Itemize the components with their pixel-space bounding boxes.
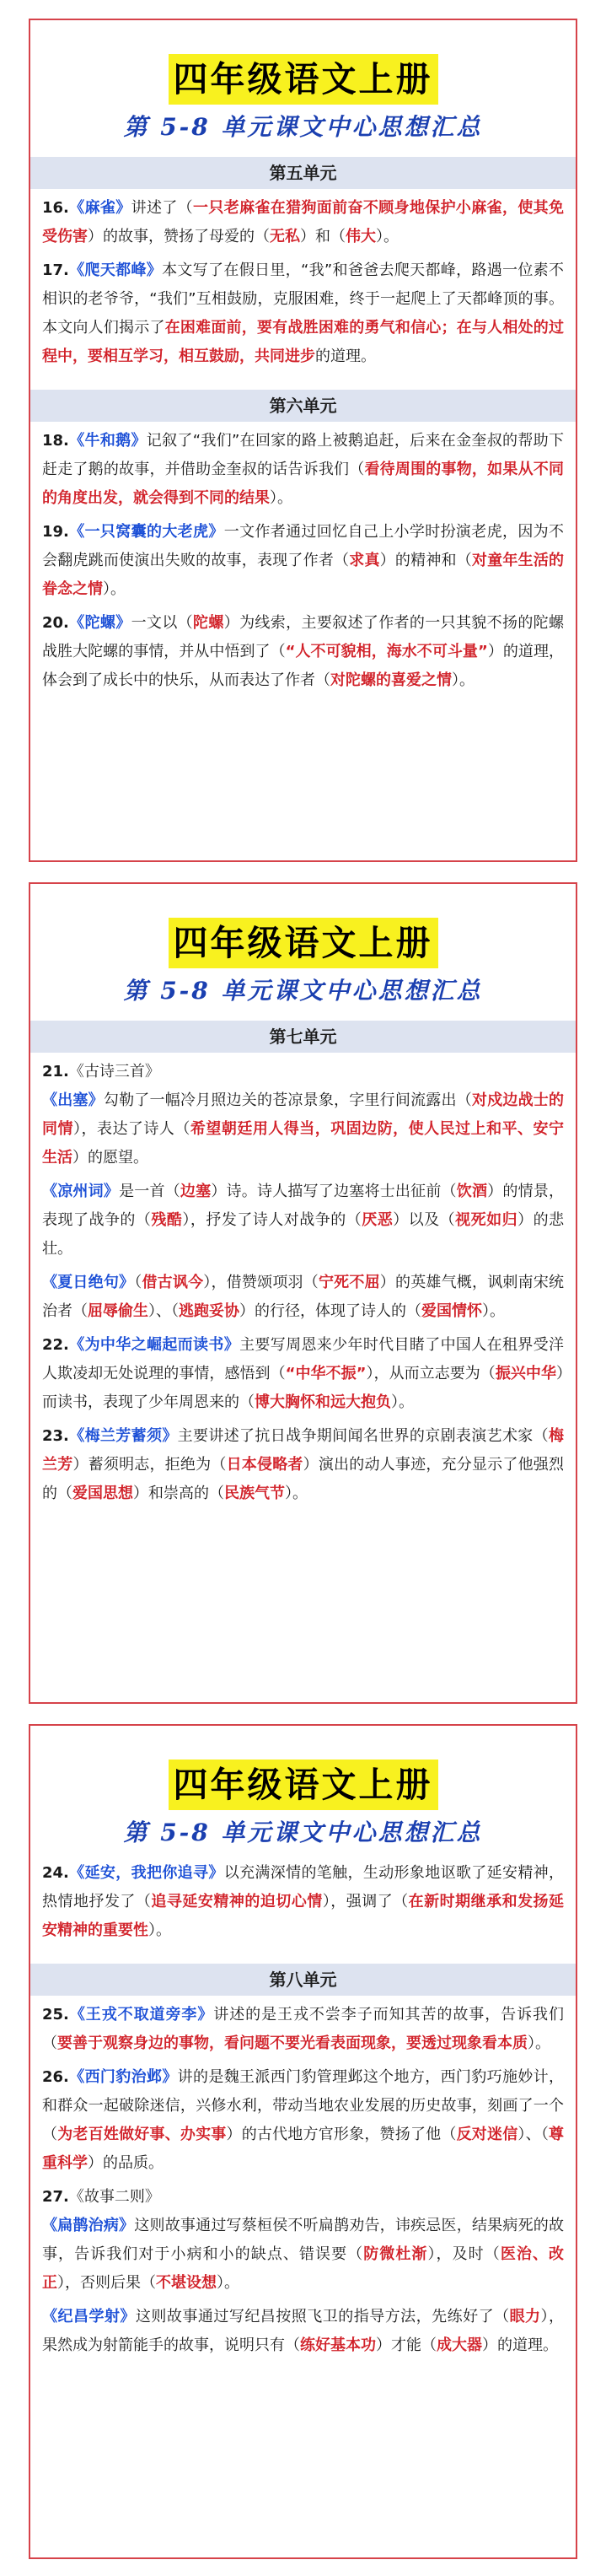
item-17: 17.《爬天都峰》本文写了在假日里，“我”和爸爸去爬天都峰，路遇一位素不相识的老爷爷，“我们”互相鼓励，克服困难，终于一起爬上了天都峰顶的事。本文向人们揭示了在困难面前，要有战胜困难的勇气和信心；在与人相处的过程中，要相互学习，相互鼓励，共同进步的道理。	[42, 261, 565, 365]
page-card-1	[29, 19, 577, 862]
page-header	[42, 1726, 564, 1851]
page-title: 四年级语文上册	[169, 1760, 438, 1810]
item-23: 23.《梅兰芳蓄须》主要讲述了抗日战争期间闻名世界的京剧表演艺术家（梅兰芳）蓄须明志，拒绝为（日本侵略者）演出的动人事迹，充分显示了他强烈的（爱国思想）和崇高的（民族气节）。	[42, 1427, 565, 1502]
unit-heading-6: 第六单元	[30, 390, 576, 422]
item-22: 22.《为中华之崛起而读书》主要写周恩来少年时代目睹了中国人在租界受洋人欺凌却无处说理的事情，感悟到（“中华不振”），从而立志要为（振兴中华）而读书，表现了少年周恩来的（博大胸怀和远大抱负）。	[42, 1336, 565, 1411]
unit-heading-8: 第八单元	[30, 1964, 576, 1996]
item-21-heading: 21.《古诗三首》	[42, 1063, 160, 1081]
unit-heading-7: 第七单元	[30, 1021, 576, 1053]
item-26: 26.《西门豹治邺》讲的是魏王派西门豹管理邺这个地方，西门豹巧施妙计，和群众一起破除迷信，兴修水利，带动当地农业发展的历史故事，刻画了一个（为老百姓做好事、办实事）的古代地方官形象，赞扬了他（反对迷信）、（尊重科学）的品质。	[42, 2068, 565, 2172]
item-21-poem-chusai: 《出塞》勾勒了一幅冷月照边关的苍凉景象，字里行间流露出（对戍边战士的同情），表达了诗人（希望朝廷用人得当，巩固边防，使人民过上和平、安宁生活）的愿望。	[42, 1091, 565, 1167]
unit-heading-5: 第五单元	[30, 157, 576, 189]
page-header	[42, 20, 564, 145]
item-21-poem-xiarijueju: 《夏日绝句》（借古讽今），借赞颂项羽（宁死不屈）的英雄气概，讽刺南宋统治者（屈辱偷生）、（逃跑妥协）的行径，体现了诗人的（爱国情怀）。	[42, 1274, 565, 1320]
page-title: 四年级语文上册	[169, 54, 438, 105]
item-20: 20.《陀螺》一文以（陀螺）为线索，主要叙述了作者的一只其貌不扬的陀螺战胜大陀螺的事情，并从中悟到了（“人不可貌相，海水不可斗量”）的道理，体会到了成长中的快乐，从而表达了作者（对陀螺的喜爱之情）。	[42, 614, 565, 689]
page-card-3	[29, 1724, 577, 2559]
item-21-poem-liangzhouci: 《凉州词》是一首（边塞）诗。诗人描写了边塞将士出征前（饮酒）的情景，表现了战争的（残酷），抒发了诗人对战争的（厌恶）以及（视死如归）的悲壮。	[42, 1183, 565, 1258]
item-18: 18.《牛和鹅》记叙了“我们”在回家的路上被鹅追赶，后来在金奎叔的帮助下赶走了鹅的故事，并借助金奎叔的话告诉我们（看待周围的事物，如果从不同的角度出发，就会得到不同的结果）。	[42, 432, 564, 507]
item-27-story-jichang: 《纪昌学射》这则故事通过写纪昌按照飞卫的指导方法，先练好了（眼力），果然成为射箭能手的故事，说明只有（练好基本功）才能（成大器）的道理。	[42, 2308, 565, 2354]
page-subtitle: 第 5-8 单元课文中心思想汇总	[123, 1819, 483, 1846]
item-16: 16.《麻雀》讲述了（一只老麻雀在猎狗面前奋不顾身地保护小麻雀，使其免受伤害）的故事，赞扬了母爱的（无私）和（伟大）。	[42, 199, 565, 245]
item-27-story-bianque: 《扁鹊治病》这则故事通过写蔡桓侯不听扁鹊劝告，讳疾忌医，结果病死的故事，告诉我们对于小病和小的缺点、错误要（防微杜渐），及时（医治、改正），否则后果（不堪设想）。	[42, 2217, 565, 2292]
item-25: 25.《王戎不取道旁李》讲述的是王戎不尝李子而知其苦的故事，告诉我们（要善于观察身边的事物，看问题不要光看表面现象，要透过现象看本质）。	[42, 2006, 564, 2052]
page-subtitle: 第 5-8 单元课文中心思想汇总	[123, 113, 483, 141]
page-card-2	[29, 882, 577, 1704]
item-19: 19.《一只窝囊的大老虎》一文作者通过回忆自己上小学时扮演老虎，因为不会翻虎跳而使演出失败的故事，表现了作者（求真）的精神和（对童年生活的眷念之情）。	[42, 523, 565, 598]
item-24: 24.《延安，我把你追寻》以充满深情的笔触，生动形象地讴歌了延安精神，热情地抒发了（追寻延安精神的迫切心情），强调了（在新时期继承和发扬延安精神的重要性）。	[42, 1864, 565, 1939]
page-title: 四年级语文上册	[169, 918, 438, 968]
page-header	[42, 884, 564, 1009]
page-subtitle: 第 5-8 单元课文中心思想汇总	[123, 977, 483, 1005]
item-27-heading: 27.《故事二则》	[42, 2188, 160, 2206]
